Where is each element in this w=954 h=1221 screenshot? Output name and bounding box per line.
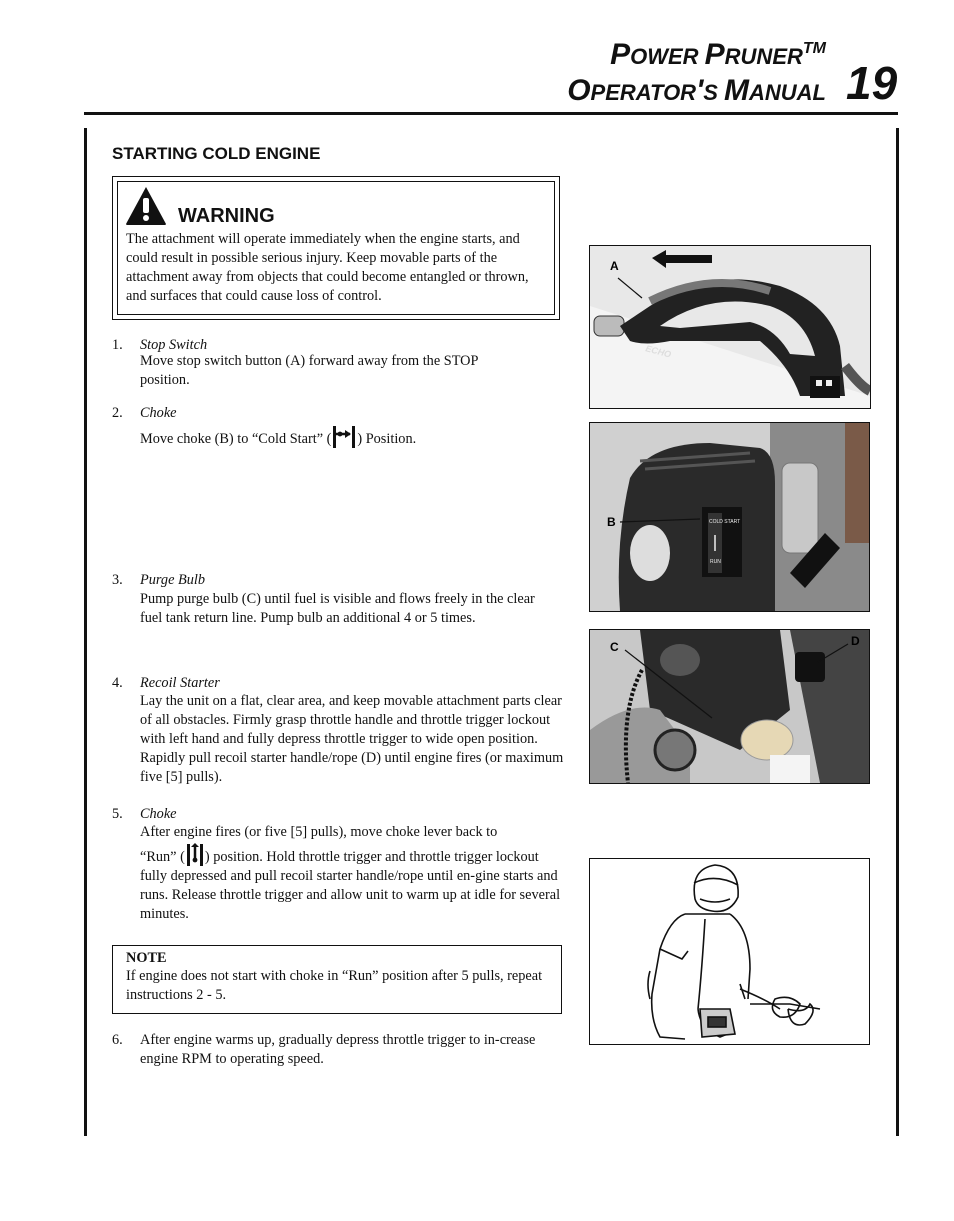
run-choke-icon bbox=[185, 843, 205, 867]
figure-choke bbox=[589, 422, 870, 612]
step-title: Recoil Starter bbox=[140, 675, 220, 691]
engine-choke-illustration bbox=[590, 423, 869, 611]
operator-line-drawing bbox=[590, 859, 869, 1044]
title-part: ANUAL bbox=[749, 80, 826, 105]
choke-run-label: RUN bbox=[710, 559, 721, 565]
step-number: 3. bbox=[112, 572, 123, 588]
left-margin-rule bbox=[84, 128, 87, 1136]
callout-b: B bbox=[607, 515, 616, 529]
callout-c: C bbox=[610, 640, 619, 654]
section-title: STARTING COLD ENGINE bbox=[112, 144, 321, 163]
step-body bbox=[140, 425, 540, 449]
manual-title-line2 bbox=[567, 74, 826, 110]
callout-d: D bbox=[851, 634, 860, 648]
cold-start-choke-icon bbox=[331, 425, 357, 449]
brand-logo: ECHO bbox=[644, 343, 673, 360]
throttle-handle-illustration bbox=[590, 246, 870, 408]
step-number: 5. bbox=[112, 806, 123, 822]
title-part: OWER bbox=[630, 44, 705, 69]
warning-triangle-icon bbox=[125, 186, 167, 226]
title-letter: P bbox=[610, 38, 631, 71]
title-part: RUNER bbox=[724, 44, 803, 69]
figure-purge-bulb-starter bbox=[589, 629, 870, 784]
purge-bulb-illustration bbox=[590, 630, 869, 783]
warning-text: The attachment will operate immediately when the engine starts, and could result in possible serious injury. Keep movable parts of the attachment away from objects that could become entangled or thrown, and surfaces that could cause loss of control. bbox=[126, 231, 529, 304]
trademark: TM bbox=[802, 40, 826, 57]
note-text: If engine does not start with choke in “Run” position after 5 pulls, repeat instructions 2 - 5. bbox=[126, 968, 543, 1003]
step-text: Move choke (B) to “Cold Start” ( bbox=[140, 431, 332, 447]
step-body: Lay the unit on a flat, clear area, and keep movable attachment parts clear of all obstacles. Firmly grasp throttle handle and throttle trigger lockout with left hand and fully depress throttle trigger to wide open position. Rapidly pull recoil starter handle/rope (D) until engine fires (or maximum five [5] pulls). bbox=[140, 693, 564, 785]
step-body: After engine warms up, gradually depress throttle trigger to in-crease engine RPM to operating speed. bbox=[140, 1032, 536, 1067]
page-number: 19 bbox=[846, 57, 898, 109]
step-number: 1. bbox=[112, 337, 123, 353]
choke-cold-label: COLD START bbox=[709, 519, 741, 525]
title-part: S bbox=[703, 80, 724, 105]
right-margin-rule bbox=[896, 128, 899, 1136]
step-body bbox=[140, 843, 564, 924]
step-number: 4. bbox=[112, 675, 123, 691]
figure-operator-starting bbox=[589, 858, 870, 1045]
title-part: ' bbox=[696, 74, 704, 107]
step-text: ) Position. bbox=[357, 431, 417, 447]
step-body: Move stop switch button (A) forward away from the STOP position. bbox=[140, 353, 478, 388]
step-title: Choke bbox=[140, 806, 177, 822]
step-title: Stop Switch bbox=[140, 337, 208, 353]
title-part: PERATOR bbox=[590, 80, 697, 105]
step-title: Choke bbox=[140, 405, 177, 421]
manual-title-line1 bbox=[610, 38, 826, 74]
step-text: “Run” ( bbox=[140, 849, 185, 865]
title-letter: P bbox=[704, 38, 725, 71]
step-text: ) position. Hold throttle trigger and throttle trigger lockout fully depressed and pull recoil starter handle/rope until en-gine starts and runs. Release throttle trigger and allow unit to warm up at idle for several minutes. bbox=[140, 849, 561, 922]
step-number: 2. bbox=[112, 405, 123, 421]
step-title: Purge Bulb bbox=[140, 572, 205, 588]
step-number: 6. bbox=[112, 1032, 123, 1048]
header-rule bbox=[84, 112, 898, 115]
note-title: NOTE bbox=[126, 950, 167, 966]
step-body: After engine fires (or five [5] pulls), move choke lever back to bbox=[140, 824, 498, 840]
title-letter: O bbox=[567, 74, 591, 107]
title-letter: M bbox=[724, 74, 749, 107]
figure-stop-switch bbox=[589, 245, 871, 409]
step-body: Pump purge bulb (C) until fuel is visible and flows freely in the clear fuel tank return line. Pump bulb an additional 4 or 5 times. bbox=[140, 591, 535, 626]
warning-title: WARNING bbox=[178, 205, 275, 227]
callout-a: A bbox=[610, 259, 619, 273]
